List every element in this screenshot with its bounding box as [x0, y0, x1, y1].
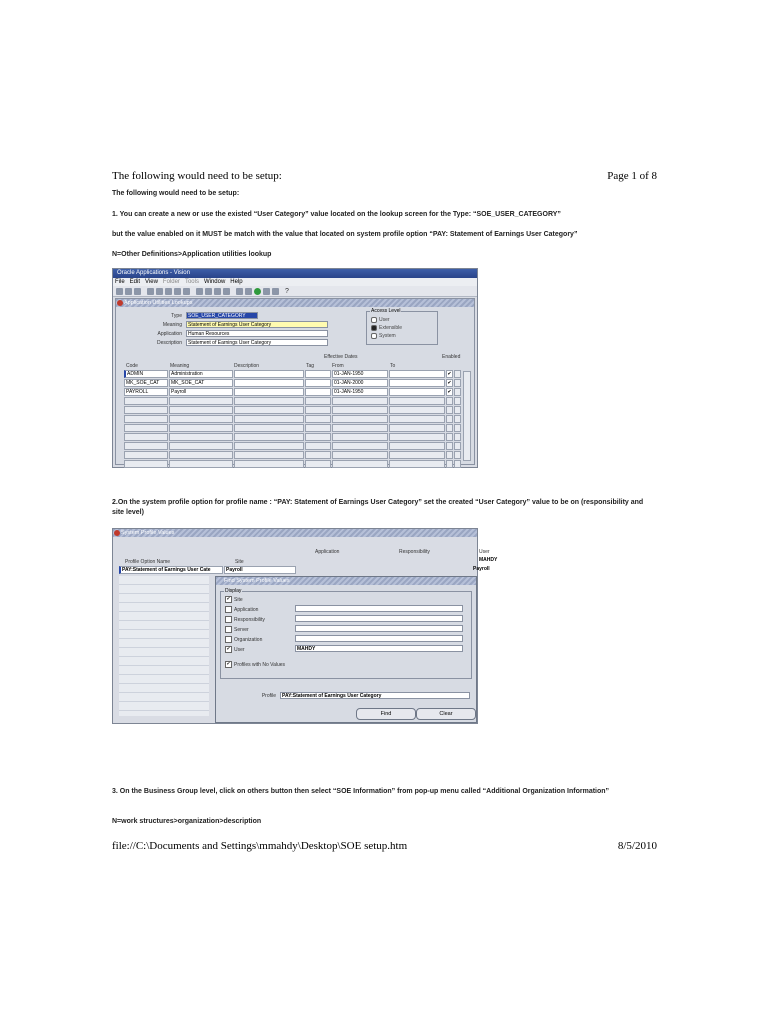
user-profile-value: Payroll — [473, 566, 490, 572]
table-row[interactable] — [124, 406, 462, 415]
organization-input[interactable] — [295, 635, 463, 642]
step-3-text: 3. On the Business Group level, click on others button then select “SOE Information” from pop-up menu called “Additional Organization Information” — [112, 788, 610, 795]
effective-dates-label: Effective Dates — [324, 354, 358, 360]
menu-bar — [113, 278, 477, 286]
file-path: file://C:\Documents and Settings\mmahdy\Desktop\SOE setup.htm — [112, 840, 408, 852]
col-to: To — [390, 363, 396, 369]
col-description: Description — [234, 363, 260, 369]
col-site: Site — [235, 559, 244, 565]
application-checkbox[interactable]: Application — [225, 605, 258, 614]
description-field[interactable]: Statement of Earnings User Category — [186, 339, 328, 346]
find-button[interactable]: Find — [356, 708, 416, 720]
profile-window-title: System Profile Values — [113, 529, 477, 537]
radio-icon — [371, 333, 377, 339]
menu-folder[interactable]: Folder — [162, 279, 180, 285]
help-icon[interactable]: ? — [285, 287, 289, 295]
access-level-group — [366, 308, 438, 345]
radio-selected-icon — [371, 325, 377, 331]
clear-button[interactable]: Clear — [416, 708, 476, 720]
row-extra-field[interactable] — [454, 388, 461, 396]
user-checkbox[interactable]: ✔ User — [226, 646, 245, 653]
toolbar-icon[interactable] — [272, 288, 279, 295]
toolbar-icon[interactable] — [263, 288, 270, 295]
lookup-screenshot — [112, 268, 478, 468]
radio-extensible[interactable]: Extensible — [371, 324, 402, 332]
step-1-text: 1. You can create a new or use the existed “User Category” value located on the lookup screen for the Type: “SOE_USER_CATEGORY” — [112, 211, 561, 218]
col-from: From — [332, 363, 344, 369]
table-row[interactable] — [124, 397, 462, 406]
enabled-label: Enabled — [442, 354, 461, 360]
menu-help[interactable]: Help — [230, 279, 243, 285]
table-row[interactable]: PAYROLL Payroll 01-JAN-1950 ✔ — [124, 388, 462, 397]
step-1-note: but the value enabled on it MUST be match with the value that located on system profile option “PAY: Statement of Earnings User Category” — [112, 231, 578, 238]
lookup-table — [124, 370, 462, 469]
toolbar-icon[interactable] — [183, 288, 190, 295]
toolbar-icon[interactable] — [116, 288, 123, 295]
toolbar-icon[interactable] — [134, 288, 141, 295]
lookups-window-title: Application Utilities Lookups — [116, 299, 474, 307]
application-label: Application — [157, 331, 182, 337]
oracle-title-bar: Oracle Applications - Vision — [113, 269, 477, 278]
toolbar-icon[interactable] — [147, 288, 154, 295]
menu-tools[interactable]: Tools — [184, 279, 199, 285]
access-level-title: Access Level — [371, 308, 401, 314]
display-label: Display — [225, 588, 242, 594]
page-header-title: The following would need to be setup: — [112, 170, 282, 182]
server-input[interactable] — [295, 625, 463, 632]
display-group — [220, 588, 472, 679]
toolbar-icon[interactable] — [174, 288, 181, 295]
type-field[interactable]: SOE_USER_CATEGORY — [186, 312, 258, 319]
enabled-checkbox[interactable]: ✔ — [447, 371, 452, 377]
site-checkbox[interactable]: ✔ Site — [226, 596, 243, 603]
toolbar-icon[interactable] — [223, 288, 230, 295]
profile-label: Profile — [261, 693, 276, 699]
meaning-label: Meaning — [162, 322, 182, 328]
profile-screenshot — [112, 528, 498, 724]
no-values-checkbox[interactable]: ✔ Profiles with No Values — [226, 661, 286, 668]
radio-icon — [371, 317, 377, 323]
menu-view[interactable]: View — [145, 279, 158, 285]
meaning-field[interactable]: Statement of Earnings User Category — [186, 321, 328, 328]
toolbar-icon[interactable] — [125, 288, 132, 295]
toolbar-icon[interactable] — [156, 288, 163, 295]
responsibility-input[interactable] — [295, 615, 463, 622]
page-number: Page 1 of 8 — [607, 170, 657, 182]
enabled-checkbox[interactable]: ✔ — [447, 380, 452, 386]
server-checkbox[interactable]: Server — [225, 625, 249, 634]
col-user: User — [479, 549, 490, 555]
table-row[interactable]: ADMIN Administration 01-JAN-1950 ✔ — [124, 370, 462, 379]
col-profile-option: Profile Option Name — [125, 559, 171, 565]
col-tag: Tag — [306, 363, 315, 369]
table-row[interactable] — [124, 424, 462, 433]
toolbar-icon[interactable] — [205, 288, 212, 295]
col-application: Application — [315, 549, 340, 555]
col-code: Code — [126, 363, 138, 369]
find-dialog-title: Find System Profile Values — [216, 577, 476, 585]
scrollbar[interactable] — [463, 371, 471, 461]
menu-edit[interactable]: Edit — [129, 279, 141, 285]
user-input[interactable]: MAHDY — [295, 645, 463, 652]
menu-file[interactable]: File — [115, 279, 125, 285]
toolbar-icon[interactable] — [196, 288, 203, 295]
menu-window[interactable]: Window — [203, 279, 226, 285]
col-responsibility: Responsibility — [399, 549, 430, 555]
profile-row[interactable]: PAY:Statement of Earnings User Cate Payroll — [119, 566, 297, 574]
type-label: Type — [171, 313, 182, 319]
row-extra-field[interactable] — [454, 379, 461, 387]
step-3-navigation: N=work structures>organization>description — [112, 818, 262, 825]
application-input[interactable] — [295, 605, 463, 612]
step-1-navigation: N=Other Definitions>Application utilities lookup — [112, 251, 272, 258]
radio-system[interactable]: System — [371, 332, 396, 340]
find-dialog — [215, 576, 477, 723]
table-row[interactable] — [124, 433, 462, 442]
step-2-text: 2.On the system profile option for profile name : “PAY: Statement of Earnings User Category” set the created “User Category” value to be on (responsibility and site level) — [112, 499, 644, 516]
table-row[interactable] — [124, 442, 462, 451]
toolbar-icon[interactable] — [236, 288, 243, 295]
organization-checkbox[interactable]: Organization — [225, 635, 262, 644]
table-row[interactable] — [124, 451, 462, 460]
profile-input[interactable]: PAY:Statement of Earnings User Category — [280, 692, 470, 699]
application-field[interactable]: Human Resources — [186, 330, 328, 337]
user-value-header: MAHDY — [479, 557, 498, 563]
toolbar-icon[interactable] — [214, 288, 221, 295]
table-row[interactable] — [124, 415, 462, 424]
toolbar-icon[interactable] — [245, 288, 252, 295]
oracle-icon — [114, 530, 120, 536]
oracle-icon — [117, 300, 123, 306]
table-row[interactable] — [124, 460, 462, 469]
row-extra-field[interactable] — [454, 370, 461, 378]
description-label: Description — [156, 340, 182, 346]
enabled-checkbox[interactable]: ✔ — [447, 389, 452, 395]
radio-user[interactable]: User — [371, 316, 390, 324]
table-row[interactable]: MK_SOE_CAT MK_SOE_CAT 01-JAN-2000 ✔ — [124, 379, 462, 388]
lookups-window — [115, 298, 475, 465]
toolbar-icon[interactable] — [165, 288, 172, 295]
globe-icon[interactable] — [254, 288, 261, 295]
print-date: 8/5/2010 — [617, 840, 657, 852]
responsibility-checkbox[interactable]: Responsibility — [225, 615, 265, 624]
intro-text: The following would need to be setup: — [112, 190, 240, 197]
toolbar — [113, 286, 477, 297]
profile-empty-rows — [119, 576, 209, 716]
col-meaning: Meaning — [170, 363, 190, 369]
